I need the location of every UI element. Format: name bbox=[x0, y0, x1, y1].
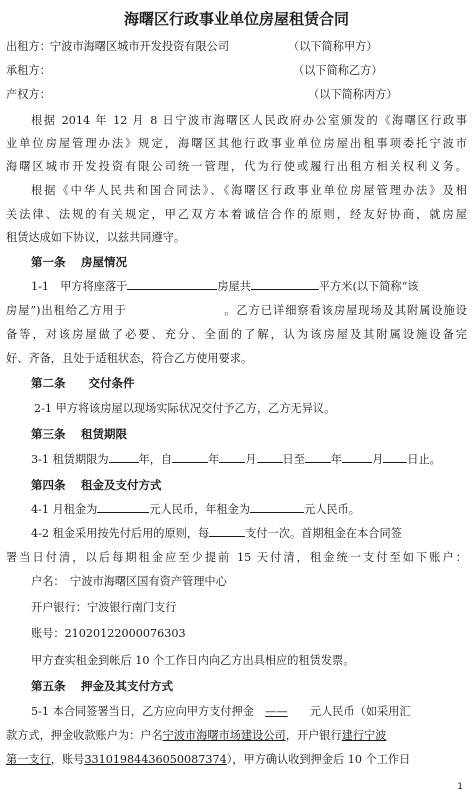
article-1-line bbox=[31, 278, 467, 294]
lessee-note: （以下简称乙方） bbox=[293, 64, 383, 77]
article-text: 房屋共 bbox=[217, 280, 251, 293]
article-text: 元人民币。 bbox=[304, 503, 360, 516]
years-blank bbox=[109, 451, 139, 463]
article-text: 4-2 租金采用按先付后用的原则，每 bbox=[31, 527, 210, 540]
payment-period-blank bbox=[209, 525, 245, 537]
owner-note: （以下简称丙方） bbox=[308, 88, 398, 101]
location-blank bbox=[127, 278, 217, 290]
article-4-line bbox=[31, 501, 467, 517]
article-1-line: 备等，对该房屋做了必要、充分、全面的了解，认为该房屋及其附属设施设备完 bbox=[6, 328, 467, 341]
article-text: ），甲方确认收到押金后 10 个工作日 bbox=[226, 753, 411, 766]
preamble-line: 根据《中华人民共和国合同法》、《海曙区行政事业单位房屋管理办法》及相 bbox=[31, 184, 467, 197]
deposit-bank: 建行宁波 bbox=[341, 729, 387, 742]
start-day-blank bbox=[257, 451, 283, 463]
lessor-label: 出租方： bbox=[6, 40, 51, 53]
article-text: 1-1 甲方将座落于 bbox=[31, 280, 128, 293]
lessee-row bbox=[6, 62, 467, 78]
article-3-heading: 第三条 租赁期限 bbox=[31, 427, 128, 441]
lessor-note: （以下简称甲方） bbox=[288, 40, 378, 53]
article-1-line: 好、齐备，且处于适租状态，符合乙方使用要求。 bbox=[6, 352, 253, 365]
article-5-line bbox=[6, 751, 467, 767]
document-title: 海曙区行政事业单位房屋租赁合同 bbox=[123, 10, 349, 28]
deposit-amount: —— bbox=[265, 705, 288, 718]
account-number: 账号：21020122000076303 bbox=[31, 627, 186, 640]
article-1-heading: 第一条 房屋情况 bbox=[31, 255, 128, 269]
article-1-line: 房屋”)出租给乙方用于 。乙方已详细察看该房屋现场及其附属设施设 bbox=[6, 304, 467, 317]
lessee-label: 承租方： bbox=[6, 64, 51, 77]
invoice-note: 甲方查实租金到帐后 10 个工作日内向乙方出具相应的租赁发票。 bbox=[31, 654, 355, 667]
owner-row bbox=[6, 86, 467, 102]
article-2-heading: 第二条 交付条件 bbox=[31, 376, 135, 390]
article-text: 款方式，押金收款账户为：户名 bbox=[6, 729, 163, 742]
article-text: 年，自 bbox=[138, 453, 173, 466]
article-text: 月 bbox=[245, 453, 257, 466]
account-name: 户名： 宁波市海曙区国有资产管理中心 bbox=[31, 575, 227, 588]
monthly-rent-blank bbox=[97, 501, 149, 513]
article-text: 元人民币（如采用汇 bbox=[309, 705, 411, 718]
page-number: 1 bbox=[457, 782, 463, 792]
deposit-account-name: 宁波市海曙市场建设公司 bbox=[162, 729, 286, 742]
article-text: 月 bbox=[372, 453, 384, 466]
start-month-blank bbox=[219, 451, 245, 463]
article-text: 5-1 本合同签署当日，乙方应向甲方支付押金 bbox=[31, 705, 254, 718]
article-text: 支付一次。首期租金在本合同签 bbox=[245, 527, 402, 540]
bank-name: 开户银行：宁波银行南门支行 bbox=[31, 601, 177, 614]
start-year-blank bbox=[172, 451, 208, 463]
article-4-heading: 第四条 租金及支付方式 bbox=[31, 478, 162, 492]
preamble-line: 海曙区城市开发投资有限公司统一管理，代为行使或履行出租方相关权利义务。 bbox=[6, 160, 467, 173]
lessor-row bbox=[6, 38, 467, 54]
article-text: 平方米(以下简称“该 bbox=[318, 280, 419, 293]
owner-label: 产权方： bbox=[6, 88, 51, 101]
end-month-blank bbox=[342, 451, 372, 463]
article-4-line bbox=[31, 525, 467, 541]
article-text: ，账号 bbox=[50, 753, 85, 766]
article-4-line: 署当日付清，以后每期租金应至少提前 15 天付清，租金统一支付至如下账户： bbox=[6, 551, 467, 564]
deposit-account-number: 33101984436050087374 bbox=[84, 753, 227, 766]
article-5-heading: 第五条 押金及其支付方式 bbox=[31, 679, 174, 693]
article-text: 年 bbox=[208, 453, 220, 466]
article-text: 日止。 bbox=[407, 453, 441, 466]
article-5-line bbox=[6, 727, 467, 743]
article-2-line: 2-1 甲方将该房屋以现场实际状况交付予乙方，乙方无异议。 bbox=[34, 402, 336, 415]
preamble-line: 业单位房屋管理办法》规定，海曙区其他行政事业单位房屋出租事项委托宁波市 bbox=[6, 137, 467, 150]
deposit-bank-branch: 第一支行 bbox=[6, 753, 51, 766]
preamble-line: 关法律、法规的有关规定，甲乙双方本着诚信合作的原则，经友好协商，就房屋 bbox=[6, 208, 467, 221]
preamble-line: 租赁达成如下协议，以兹共同遵守。 bbox=[6, 231, 186, 244]
article-text: 3-1 租赁期限为 bbox=[31, 453, 109, 466]
article-3-line bbox=[31, 451, 467, 467]
lessor-name: 宁波市海曙区城市开发投资有限公司 bbox=[50, 40, 230, 53]
article-text: 日至 bbox=[282, 453, 305, 466]
annual-rent-blank bbox=[250, 501, 304, 513]
area-blank bbox=[251, 278, 319, 290]
article-text: 4-1 月租金为 bbox=[31, 503, 98, 516]
article-text: 元人民币，年租金为 bbox=[149, 503, 251, 516]
end-day-blank bbox=[383, 451, 407, 463]
article-text: ，开户银行 bbox=[285, 729, 342, 742]
article-5-line bbox=[31, 703, 467, 719]
preamble-line: 根据 2014 年 12 月 8 日宁波市海曙区人民政府办公室颁发的《海曙区行政事 bbox=[31, 114, 467, 127]
end-year-blank bbox=[305, 451, 331, 463]
article-text: 年 bbox=[330, 453, 343, 466]
